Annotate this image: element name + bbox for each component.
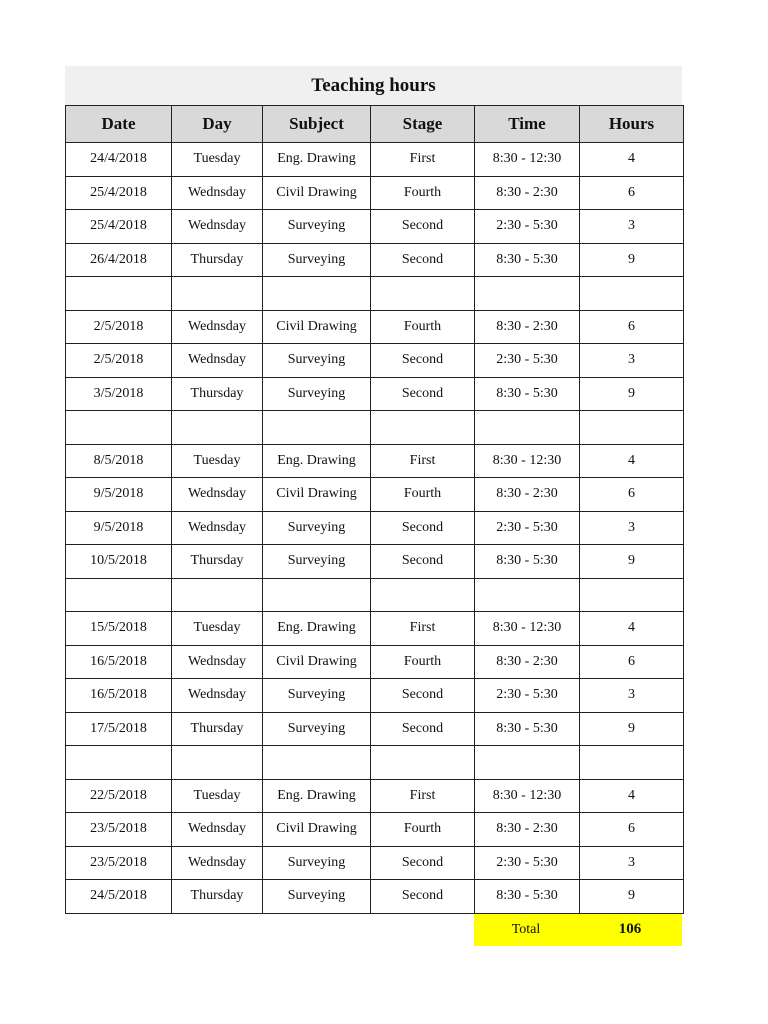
date-cell: 25/4/2018 [66, 176, 172, 210]
date-cell: 9/5/2018 [66, 478, 172, 512]
header-row [66, 106, 684, 143]
subject-cell: Surveying [263, 511, 371, 545]
day-cell: Wednsday [172, 210, 263, 244]
hours-cell: 3 [580, 679, 684, 713]
time-cell: 8:30 - 5:30 [475, 712, 580, 746]
stage-cell: Second [371, 679, 475, 713]
time-cell: 8:30 - 2:30 [475, 478, 580, 512]
date-cell: 24/4/2018 [66, 143, 172, 177]
stage-cell: Fourth [371, 645, 475, 679]
hours-cell: 9 [580, 712, 684, 746]
table-row [66, 511, 684, 545]
table-row [66, 377, 684, 411]
date-cell: 26/4/2018 [66, 243, 172, 277]
stage-cell: First [371, 612, 475, 646]
blank-separator-row [66, 411, 684, 445]
subject-cell: Civil Drawing [263, 813, 371, 847]
hours-cell: 6 [580, 813, 684, 847]
stage-cell: Fourth [371, 478, 475, 512]
hours-cell: 3 [580, 846, 684, 880]
column-header-date: Date [66, 106, 172, 143]
empty-cell [172, 578, 263, 612]
blank-separator-row [66, 746, 684, 780]
date-cell: 25/4/2018 [66, 210, 172, 244]
empty-cell [66, 578, 172, 612]
stage-cell: Second [371, 377, 475, 411]
table-row [66, 612, 684, 646]
stage-cell: Second [371, 511, 475, 545]
empty-cell [371, 411, 475, 445]
subject-cell: Surveying [263, 846, 371, 880]
empty-cell [475, 746, 580, 780]
day-cell: Wednsday [172, 176, 263, 210]
empty-cell [66, 411, 172, 445]
column-header-subject: Subject [263, 106, 371, 143]
total-value: 106 [618, 921, 642, 937]
sheet-title: Teaching hours [65, 66, 682, 105]
date-cell: 2/5/2018 [66, 344, 172, 378]
stage-cell: First [371, 143, 475, 177]
table-row [66, 176, 684, 210]
table-row [66, 880, 684, 914]
subject-cell: Surveying [263, 712, 371, 746]
table-row [66, 344, 684, 378]
hours-cell: 3 [580, 511, 684, 545]
empty-cell [371, 277, 475, 311]
time-cell: 8:30 - 5:30 [475, 243, 580, 277]
subject-cell: Civil Drawing [263, 478, 371, 512]
day-cell: Tuesday [172, 779, 263, 813]
day-cell: Wednsday [172, 310, 263, 344]
empty-cell [371, 746, 475, 780]
total-row [474, 914, 682, 946]
day-cell: Thursday [172, 377, 263, 411]
time-cell: 2:30 - 5:30 [475, 344, 580, 378]
stage-cell: Second [371, 210, 475, 244]
empty-cell [66, 277, 172, 311]
empty-cell [580, 411, 684, 445]
day-cell: Wednsday [172, 679, 263, 713]
stage-cell: First [371, 444, 475, 478]
time-cell: 8:30 - 12:30 [475, 143, 580, 177]
day-cell: Wednsday [172, 478, 263, 512]
day-cell: Wednsday [172, 846, 263, 880]
empty-cell [371, 578, 475, 612]
hours-cell: 6 [580, 176, 684, 210]
time-cell: 8:30 - 12:30 [475, 612, 580, 646]
date-cell: 16/5/2018 [66, 645, 172, 679]
day-cell: Thursday [172, 243, 263, 277]
hours-cell: 3 [580, 210, 684, 244]
empty-cell [172, 746, 263, 780]
time-cell: 8:30 - 2:30 [475, 310, 580, 344]
day-cell: Thursday [172, 880, 263, 914]
day-cell: Wednsday [172, 813, 263, 847]
stage-cell: Fourth [371, 813, 475, 847]
time-cell: 2:30 - 5:30 [475, 511, 580, 545]
stage-cell: Second [371, 243, 475, 277]
time-cell: 8:30 - 2:30 [475, 645, 580, 679]
day-cell: Tuesday [172, 612, 263, 646]
subject-cell: Surveying [263, 880, 371, 914]
time-cell: 8:30 - 5:30 [475, 545, 580, 579]
column-header-stage: Stage [371, 106, 475, 143]
table-row [66, 779, 684, 813]
column-header-time: Time [475, 106, 580, 143]
date-cell: 16/5/2018 [66, 679, 172, 713]
time-cell: 8:30 - 5:30 [475, 377, 580, 411]
hours-cell: 4 [580, 612, 684, 646]
empty-cell [263, 578, 371, 612]
hours-cell: 9 [580, 880, 684, 914]
date-cell: 22/5/2018 [66, 779, 172, 813]
hours-cell: 9 [580, 545, 684, 579]
subject-cell: Surveying [263, 210, 371, 244]
hours-cell: 6 [580, 310, 684, 344]
empty-cell [475, 277, 580, 311]
table-row [66, 210, 684, 244]
day-cell: Thursday [172, 712, 263, 746]
date-cell: 23/5/2018 [66, 813, 172, 847]
stage-cell: Fourth [371, 310, 475, 344]
day-cell: Tuesday [172, 444, 263, 478]
empty-cell [172, 411, 263, 445]
hours-cell: 6 [580, 478, 684, 512]
date-cell: 9/5/2018 [66, 511, 172, 545]
time-cell: 8:30 - 2:30 [475, 813, 580, 847]
blank-separator-row [66, 578, 684, 612]
subject-cell: Surveying [263, 377, 371, 411]
stage-cell: Second [371, 880, 475, 914]
table-row [66, 243, 684, 277]
day-cell: Wednsday [172, 344, 263, 378]
stage-cell: First [371, 779, 475, 813]
empty-cell [580, 578, 684, 612]
table-row [66, 444, 684, 478]
time-cell: 2:30 - 5:30 [475, 846, 580, 880]
table-row [66, 679, 684, 713]
subject-cell: Civil Drawing [263, 176, 371, 210]
stage-cell: Second [371, 545, 475, 579]
time-cell: 8:30 - 12:30 [475, 779, 580, 813]
time-cell: 8:30 - 12:30 [475, 444, 580, 478]
date-cell: 2/5/2018 [66, 310, 172, 344]
table-row [66, 813, 684, 847]
subject-cell: Civil Drawing [263, 645, 371, 679]
empty-cell [263, 411, 371, 445]
subject-cell: Eng. Drawing [263, 143, 371, 177]
subject-cell: Eng. Drawing [263, 779, 371, 813]
empty-cell [263, 277, 371, 311]
empty-cell [580, 746, 684, 780]
date-cell: 24/5/2018 [66, 880, 172, 914]
column-header-day: Day [172, 106, 263, 143]
day-cell: Tuesday [172, 143, 263, 177]
subject-cell: Eng. Drawing [263, 612, 371, 646]
date-cell: 15/5/2018 [66, 612, 172, 646]
hours-cell: 4 [580, 779, 684, 813]
column-header-hours: Hours [580, 106, 684, 143]
stage-cell: Second [371, 712, 475, 746]
day-cell: Wednsday [172, 511, 263, 545]
teaching-hours-table [65, 105, 684, 914]
table-row [66, 645, 684, 679]
table-row [66, 545, 684, 579]
subject-cell: Civil Drawing [263, 310, 371, 344]
hours-cell: 9 [580, 377, 684, 411]
subject-cell: Surveying [263, 545, 371, 579]
time-cell: 2:30 - 5:30 [475, 210, 580, 244]
subject-cell: Surveying [263, 344, 371, 378]
date-cell: 23/5/2018 [66, 846, 172, 880]
time-cell: 2:30 - 5:30 [475, 679, 580, 713]
stage-cell: Second [371, 344, 475, 378]
table-row [66, 846, 684, 880]
table-body [66, 143, 684, 914]
day-cell: Thursday [172, 545, 263, 579]
teaching-hours-sheet [65, 66, 682, 946]
day-cell: Wednsday [172, 645, 263, 679]
empty-cell [580, 277, 684, 311]
empty-cell [475, 578, 580, 612]
date-cell: 3/5/2018 [66, 377, 172, 411]
time-cell: 8:30 - 5:30 [475, 880, 580, 914]
total-label: Total [511, 921, 541, 937]
hours-cell: 4 [580, 444, 684, 478]
subject-cell: Eng. Drawing [263, 444, 371, 478]
stage-cell: Second [371, 846, 475, 880]
hours-cell: 3 [580, 344, 684, 378]
time-cell: 8:30 - 2:30 [475, 176, 580, 210]
subject-cell: Surveying [263, 679, 371, 713]
date-cell: 10/5/2018 [66, 545, 172, 579]
blank-separator-row [66, 277, 684, 311]
hours-cell: 6 [580, 645, 684, 679]
table-row [66, 712, 684, 746]
hours-cell: 9 [580, 243, 684, 277]
hours-cell: 4 [580, 143, 684, 177]
empty-cell [475, 411, 580, 445]
empty-cell [263, 746, 371, 780]
stage-cell: Fourth [371, 176, 475, 210]
date-cell: 17/5/2018 [66, 712, 172, 746]
table-row [66, 143, 684, 177]
date-cell: 8/5/2018 [66, 444, 172, 478]
table-row [66, 310, 684, 344]
table-row [66, 478, 684, 512]
empty-cell [172, 277, 263, 311]
subject-cell: Surveying [263, 243, 371, 277]
empty-cell [66, 746, 172, 780]
